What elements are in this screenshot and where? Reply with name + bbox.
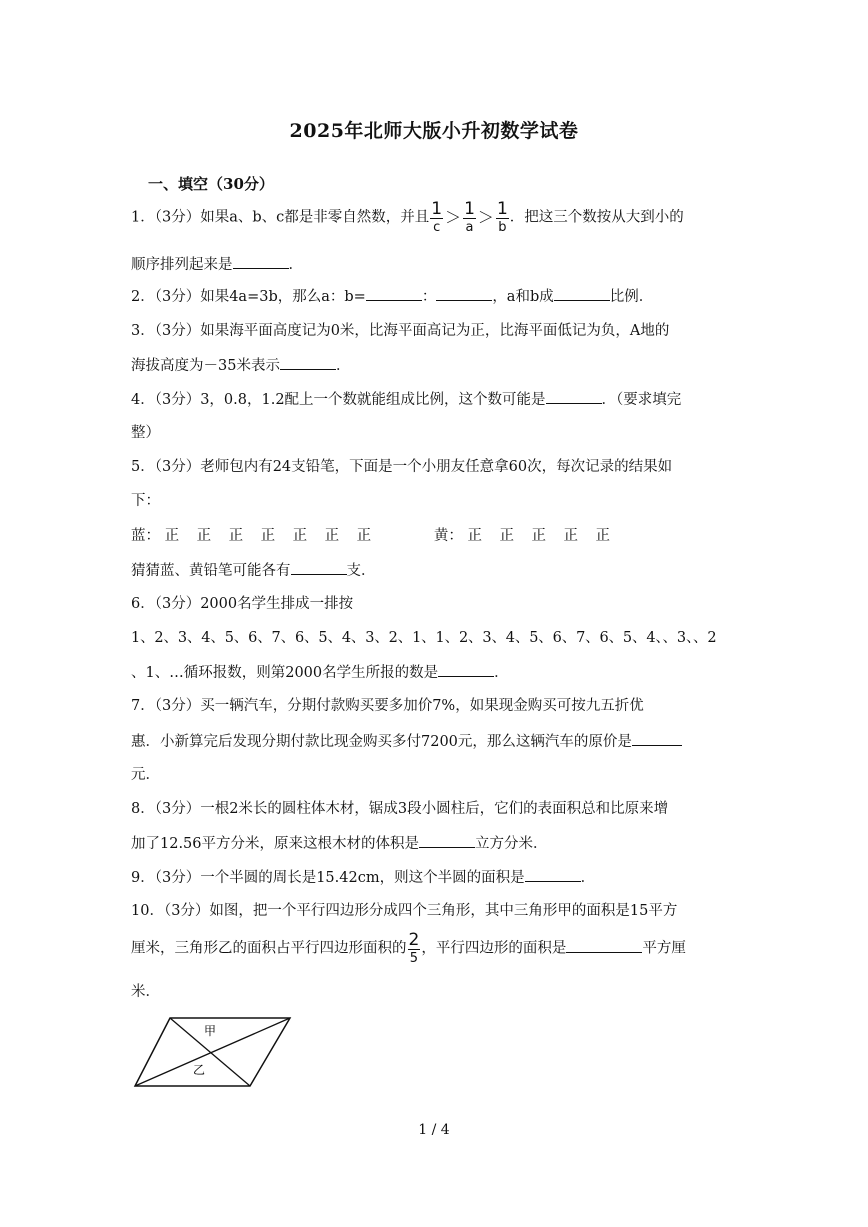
question-5-line-2: 下：	[131, 493, 160, 509]
question-6-line-3: 、1、…循环报数，则第2000名学生所报的数是 ．	[131, 662, 509, 683]
question-3-line-1: 3．（3分）如果海平面高度记为0米，比海平面高记为正，比海平面低记为负，A地的	[131, 323, 670, 339]
fraction-1-over-c: $\frac{1}{c}$	[431, 199, 443, 235]
blue-label: 蓝：	[131, 528, 160, 544]
tally-mark: 正	[324, 528, 340, 544]
question-9: 9．（3分）一个半圆的周长是15.42cm，则这个半圆的面积是 ．	[131, 867, 595, 888]
tally-mark: 正	[563, 528, 578, 544]
question-4-line-2: 整）	[131, 425, 160, 441]
question-1-line-1	[131, 201, 684, 234]
q1-text: 1．（3分）如果a、b、c都是非零自然数，并且	[131, 209, 430, 226]
page-title: 2025年北师大版小升初数学试卷	[289, 120, 579, 142]
fraction-2-over-5: $\frac{2}{5}$	[408, 930, 420, 966]
page-number: 1 / 4	[418, 1122, 450, 1138]
question-8-line-2: 加了12.56平方分米，原来这根木材的体积是 立方分米．	[131, 833, 548, 854]
question-2: 2．（3分）如果4a=3b，那么a：b= ： ，a和b成 比例．	[131, 286, 653, 307]
parallelogram-figure	[130, 1014, 295, 1094]
yellow-label: 黄：	[433, 528, 463, 544]
tally-mark: 正	[292, 528, 308, 544]
answer-blank[interactable]	[280, 355, 336, 370]
tally-mark: 正	[196, 528, 212, 544]
question-10-line-3: 米．	[131, 984, 160, 1000]
greater-than-sign: ＞	[477, 207, 494, 227]
question-10-line-2: 厘米，三角形乙的面积占平行四边形面积的 $\frac{2}{5}$ ，平行四边形的面积是 平方厘	[131, 930, 686, 966]
question-7-line-1: 7．（3分）买一辆汽车，分期付款购买要多加价7%，如果现金购买可按九五折优	[131, 698, 644, 714]
section-heading: 一、填空（30分）	[148, 175, 274, 193]
question-7-line-2: 惠．小新算完后发现分期付款比现金购买多付7200元，那么这辆汽车的原价是	[131, 731, 682, 752]
tally-mark: 正	[260, 528, 276, 544]
tally-mark: 正	[356, 528, 372, 544]
answer-blank[interactable]	[546, 389, 602, 404]
answer-blank[interactable]	[233, 254, 289, 269]
tally-mark: 正	[531, 528, 546, 544]
question-3-line-2: 海拔高度为－35米表示 ．	[131, 355, 350, 376]
label-jia: 甲	[204, 1024, 217, 1038]
tally-mark: 正	[228, 528, 244, 544]
question-6-line-2: 1、2、3、4、5、6、7、6、5、4、3、2、1、1、2、3、4、5、6、7、6、5、4、、3、、2	[131, 630, 717, 646]
tally-mark: 正	[595, 528, 610, 544]
tally-mark: 正	[164, 528, 180, 544]
answer-blank[interactable]	[291, 560, 347, 575]
fraction-1-over-a: $\frac{1}{a}$	[464, 199, 475, 235]
question-6-line-1: 6．（3分）2000名学生排成一排按	[131, 596, 354, 612]
question-4-line-1: 4．（3分）3，0.8，1.2配上一个数就能组成比例，这个数可能是 ．（要求填完	[131, 389, 681, 410]
tally-row	[131, 526, 627, 546]
tally-mark: 正	[499, 528, 514, 544]
question-1-line-2: 顺序排列起来是 ．	[131, 254, 303, 275]
answer-blank[interactable]	[438, 662, 494, 677]
answer-blank[interactable]	[632, 731, 682, 746]
tally-mark: 正	[467, 528, 482, 544]
question-8-line-1: 8．（3分）一根2米长的圆柱体木材，锯成3段小圆柱后，它们的表面积总和比原来增	[131, 801, 669, 817]
question-5-line-4: 猜猜蓝、黄铅笔可能各有 支．	[131, 560, 376, 581]
answer-blank[interactable]	[525, 867, 581, 882]
label-yi: 乙	[193, 1063, 206, 1077]
answer-blank[interactable]	[566, 938, 642, 953]
greater-than-sign: ＞	[445, 207, 462, 227]
question-10-line-1: 10．（3分）如图，把一个平行四边形分成四个三角形，其中三角形甲的面积是15平方	[131, 903, 678, 919]
fraction-1-over-b: $\frac{1}{b}$	[496, 199, 508, 235]
answer-blank[interactable]	[554, 286, 610, 301]
question-5-line-1: 5．（3分）老师包内有24支铅笔，下面是一个小朋友任意拿60次，每次记录的结果如	[131, 459, 673, 475]
q1-text-post: ．把这三个数按从大到小的	[509, 209, 684, 226]
answer-blank[interactable]	[436, 286, 492, 301]
answer-blank[interactable]	[419, 833, 475, 848]
question-7-line-3: 元．	[131, 767, 160, 783]
answer-blank[interactable]	[366, 286, 422, 301]
